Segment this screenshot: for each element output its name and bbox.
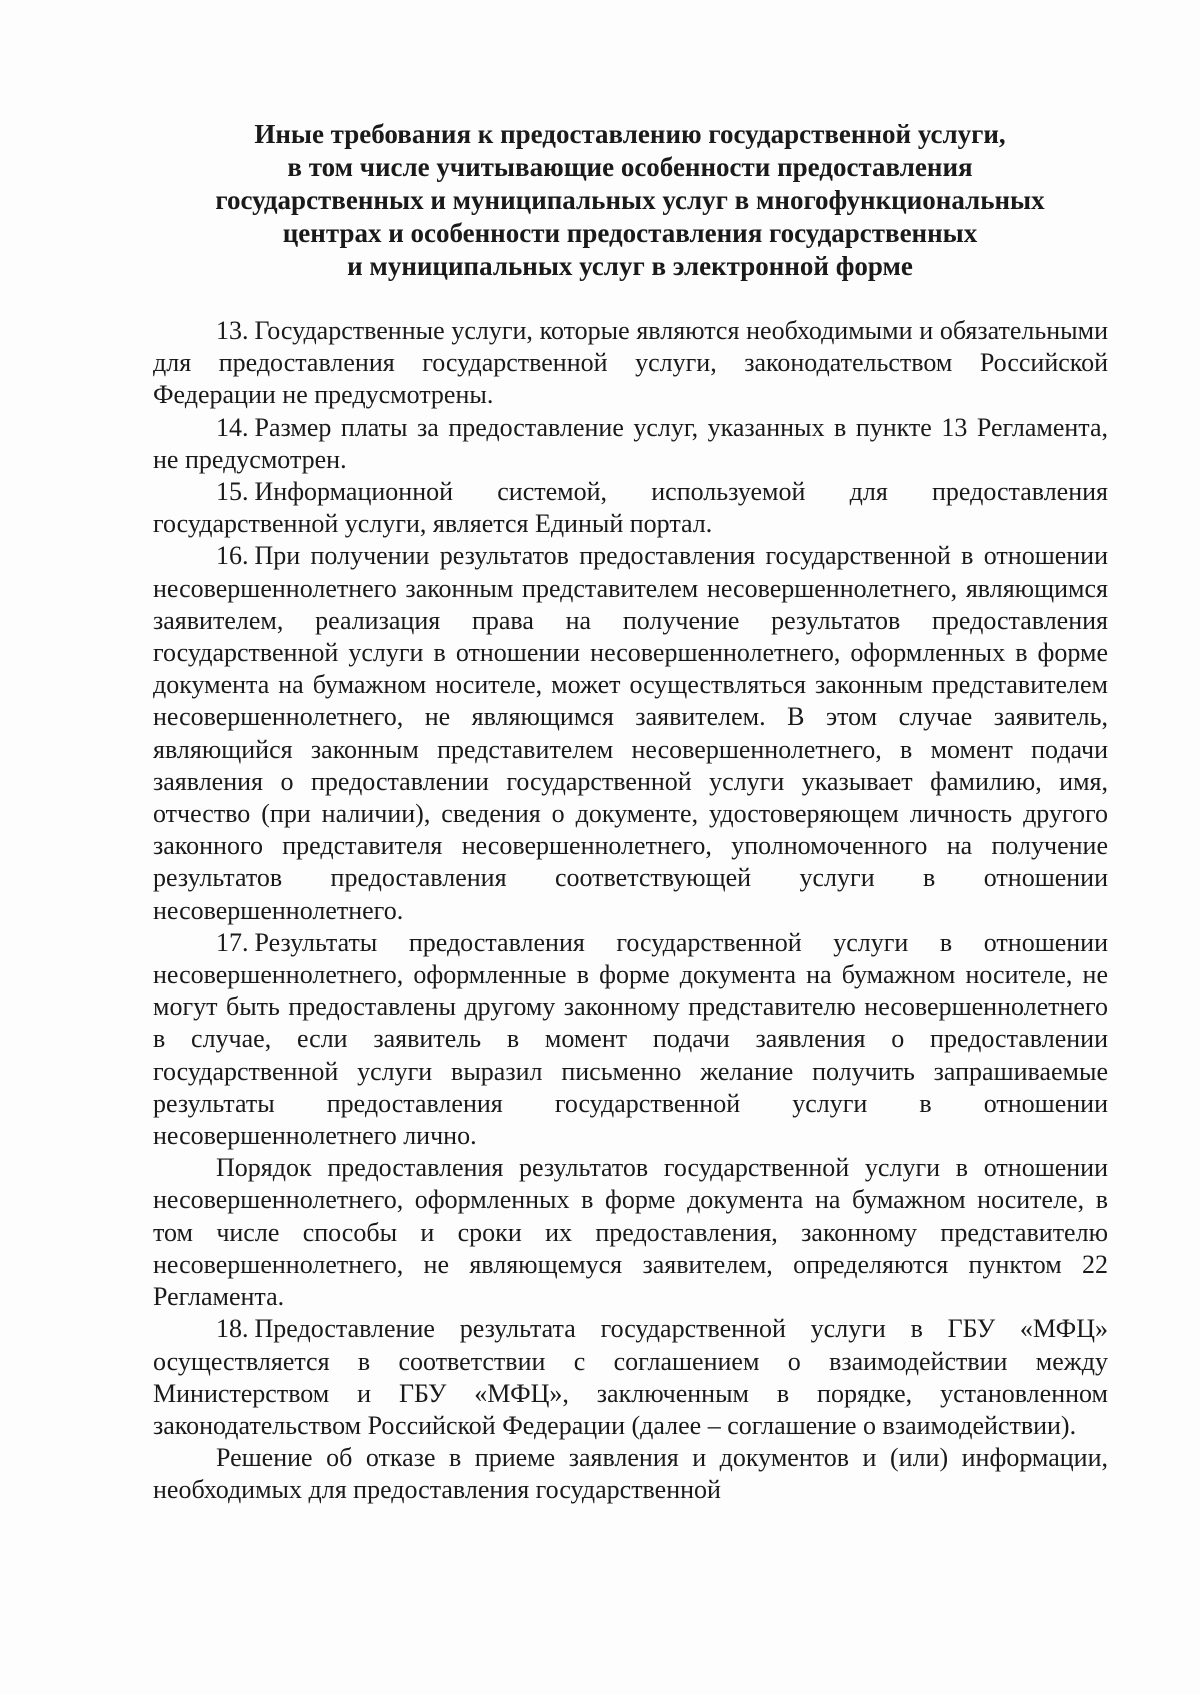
heading-line: центрах и особенности предоставления государственных — [282, 218, 978, 248]
paragraph-13 — [153, 315, 1108, 412]
section-heading — [160, 118, 1100, 283]
paragraph-text: Решение об отказе в приеме заявления и документов и (или) информации, необходимых для предоставления государственной — [153, 1443, 1108, 1505]
paragraph-text: Результаты предоставления государственной услуги в отношении несовершеннолетнего, оформленные в форме документа на бумажном носителе, не могут быть предоставлены другому законному представителю несовершеннолетнего в случае, если заявитель в момент подачи заявления о предоставлении государственной услуги выразил письменно желание получить запрашиваемые результаты предоставления государственной услуги в отношении несовершеннолетнего лично. — [153, 927, 1108, 1151]
paragraph-text: Предоставление результата государственной услуги в ГБУ «МФЦ» осуществляется в соответствии с соглашением о взаимодействии между Министерством и ГБУ «МФЦ», заключенным в порядке, установленном законодательством Российской Федерации (далее – соглашение о взаимодействии). — [153, 1314, 1108, 1440]
paragraph-text: Размер платы за предоставление услуг, указанных в пункте 13 Регламента, не предусмотрен. — [153, 412, 1108, 474]
paragraph-number: 18. — [216, 1314, 249, 1344]
paragraph-text: Порядок предоставления результатов государственной услуги в отношении несовершеннолетнего, оформленных в форме документа на бумажном носителе, в том числе способы и сроки их предоставления, законному представителю несовершеннолетнего, не являющемуся заявителем, определяются пунктом 22 Регламента. — [153, 1153, 1108, 1312]
paragraph-number: 13. — [216, 316, 249, 345]
paragraph-refusal — [153, 1442, 1108, 1506]
paragraph-number: 14. — [216, 412, 249, 442]
paragraph-text: Информационной системой, используемой для предоставления государственной услуги, является Единый портал. — [153, 477, 1108, 539]
paragraph-number: 17. — [216, 927, 249, 957]
paragraph-15 — [153, 476, 1108, 540]
paragraph-14 — [153, 412, 1108, 476]
paragraph-number: 15. — [216, 477, 249, 507]
heading-line: в том числе учитывающие особенности предоставления — [287, 152, 973, 182]
paragraph-text: При получении результатов предоставления государственной в отношении несовершеннолетнего законным представителем несовершеннолетнего, являющимся заявителем, реализация права на получение результатов предоставления государственной услуги в отношении несовершеннолетнего, оформленных в форме документа на бумажном носителе, может осуществляться законным представителем несовершеннолетнего, не являющимся заявителем. В этом случае заявитель, являющийся законным представителем несовершеннолетнего, в момент подачи заявления о предоставлении государственной услуги указывает фамилию, имя, отчество (при наличии), сведения о документе, удостоверяющем личность другого законного представителя несовершеннолетнего, уполномоченного на получение результатов предоставления соответствующей услуги в отношении несовершеннолетнего. — [153, 541, 1108, 925]
heading-line: и муниципальных услуг в электронной форме — [347, 251, 913, 281]
document-body — [153, 315, 1108, 1507]
paragraph-18 — [153, 1313, 1108, 1442]
paragraph-17 — [153, 927, 1108, 1152]
heading-line: Иные требования к предоставлению государственной услуги, — [254, 119, 1006, 149]
paragraph-procedure — [153, 1152, 1108, 1313]
paragraph-text: Государственные услуги, которые являются необходимыми и обязательными для предоставления государственной услуги, законодательством Российской Федерации не предусмотрены. — [153, 316, 1108, 410]
heading-line: государственных и муниципальных услуг в многофункциональных — [215, 185, 1045, 215]
paragraph-16 — [153, 540, 1108, 926]
paragraph-number: 16. — [216, 541, 249, 571]
